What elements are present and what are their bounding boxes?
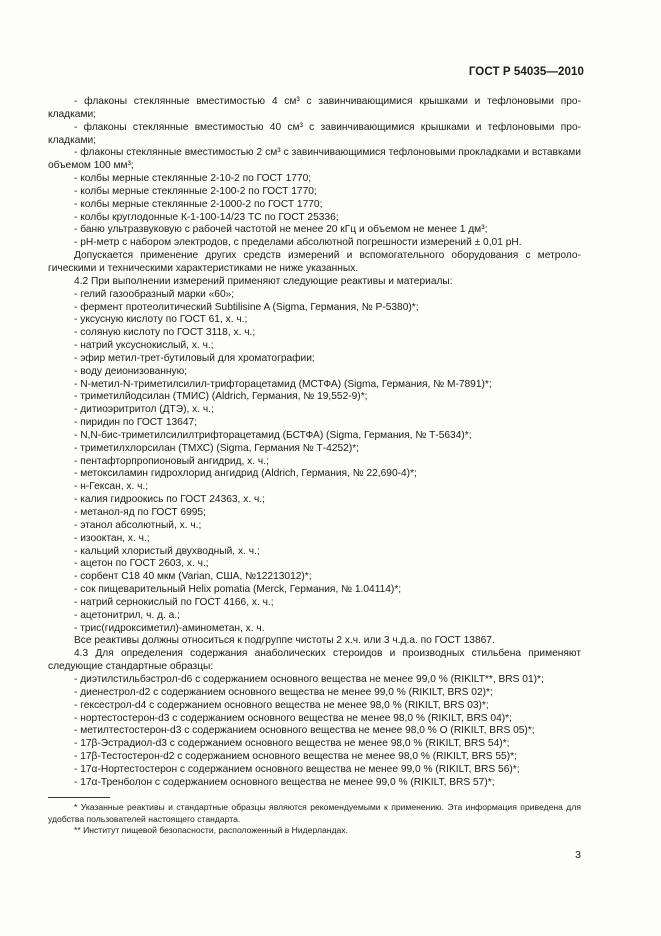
- list-item: - триметилхлорсилан (ТМХС) (Sigma, Германия № Т-4252)*;: [74, 442, 360, 454]
- paragraph: - флаконы стеклянные вместимостью 2 см³ с завинчивающимися тефлоновыми прокладками и вставками объемом 100 мм³;: [48, 147, 581, 172]
- list-item: - колбы мерные стеклянные 2-100-2 по ГОСТ 1770;: [74, 185, 317, 197]
- list-item: - N,N-бис-триметилсилилтрифторацетамид (БСТФА) (Sigma, Германия, № Т-5634)*;: [74, 429, 472, 441]
- list-item: - диенестрол-d2 с содержанием основного вещества не менее 99,0 % (RIKILT, BRS 02)*;: [74, 686, 493, 698]
- list-item: - баню ультразвуковую с рабочей частотой не менее 20 кГц и объемом не менее 1 дм³;: [74, 224, 488, 236]
- footnotes: [48, 802, 581, 837]
- list-item: - pH-метр с набором электродов, с пределами абсолютной погрешности измерений ± 0,01 pH.: [74, 237, 522, 249]
- footnote: ** Институт пищевой безопасности, расположенный в Нидерландах.: [74, 825, 348, 836]
- list-item: - колбы круглодонные К-1-100-14/23 ТС по ГОСТ 25336;: [74, 211, 339, 223]
- document-header: ГОСТ Р 54035—2010: [468, 66, 584, 78]
- list-item: - 17α-Нортестостерон с содержанием основного вещества не менее 99,0 % (RIKILT, BRS 56)*;: [74, 763, 520, 775]
- page-number: 3: [575, 849, 581, 861]
- list-item: - метоксиламин гидрохлорид ангидрид (Aldrich, Германия, № 22,690-4)*;: [74, 468, 417, 480]
- list-item: - н-Гексан, х. ч.;: [74, 481, 149, 493]
- paragraph: - флаконы стеклянные вместимостью 4 см³ с завинчивающимися крышками и тефлоновыми про-кладками;: [48, 96, 581, 120]
- paragraph: Допускается применение других средств измерений и вспомогательного оборудования с метроло-гическими и техническими характеристиками не ниже указанных.: [48, 250, 581, 274]
- list-item: - 17α-Тренболон с содержанием основного вещества не менее 99,0 % (RIKILT, BRS 57)*;: [74, 776, 495, 788]
- list-item: - гелий газообразный марки «60»;: [74, 288, 235, 300]
- list-item: - трис(гидроксиметил)-аминометан, х. ч.: [74, 622, 265, 634]
- list-item: - 17β-Эстрадиол-d3 с содержанием основного вещества не менее 98,0 % (RIKILT, BRS 54)*;: [74, 738, 510, 750]
- list-item: Все реактивы должны относиться к подгруппе чистоты 2 х.ч. или 3 ч.д.а. по ГОСТ 13867.: [74, 635, 495, 647]
- list-item: - метилтестостерон-d3 с содержанием основного вещества не менее 98,0 % О (RIKILT, BRS 05)*;: [74, 725, 535, 737]
- document-body: [48, 96, 581, 790]
- list-item: - изооктан, х. ч.;: [74, 532, 150, 544]
- list-item: - натрий сернокислый по ГОСТ 4166, х. ч.;: [74, 596, 274, 608]
- list-item: - диэтилстильбэстрол-d6 с содержанием основного вещества не менее 99,0 % (RIKILT**, BRS 01)*;: [74, 673, 544, 685]
- paragraph: 4.3 Для определения содержания анаболических стероидов и производных стильбена применяют следующие стандартные образцы:: [48, 648, 581, 673]
- footnote-separator: [48, 797, 110, 798]
- list-item: - соляную кислоту по ГОСТ 3118, х. ч.;: [74, 327, 256, 339]
- list-item: - ацетонитрил, ч. д. а.;: [74, 609, 180, 621]
- list-item: - сок пищеварительный Helix pomatia (Merck, Германия, № 1.04114)*;: [74, 584, 402, 596]
- list-item: - N-метил-N-триметилсилил-трифторацетамид (МСТФА) (Sigma, Германия, № M-7891)*;: [74, 378, 492, 390]
- list-item: - сорбент С18 40 мкм (Varian, США, №12213012)*;: [74, 571, 312, 583]
- list-item: - этанол абсолютный, х. ч.;: [74, 519, 202, 531]
- footnote: * Указанные реактивы и стандартные образцы являются рекомендуемыми к применению. Эта информация приведена для удобства пользователей настоящего стандарта.: [48, 802, 581, 824]
- list-item: - натрий уксуснокислый, х. ч.;: [74, 340, 214, 352]
- list-item: - кальций хлористый двухводный, х. ч.;: [74, 545, 260, 557]
- list-item: - уксусную кислоту по ГОСТ 61, х. ч.;: [74, 314, 248, 326]
- list-item: - воду деионизованную;: [74, 365, 188, 377]
- list-item: - метанол-яд по ГОСТ 6995;: [74, 507, 206, 518]
- list-item: - эфир метил-трет-бутиловый для хроматографии;: [74, 352, 315, 364]
- list-item: - колбы мерные стеклянные 2-1000-2 по ГОСТ 1770;: [74, 198, 323, 210]
- list-item: - колбы мерные стеклянные 2-10-2 по ГОСТ 1770;: [74, 173, 312, 185]
- list-item: - пиридин по ГОСТ 13647;: [74, 417, 197, 429]
- list-item: - гексестрол-d4 с содержанием основного вещества не менее 98,0 % (RIKILT, BRS 03)*;: [74, 699, 489, 711]
- list-item: - ацетон по ГОСТ 2603, х. ч.;: [74, 558, 209, 570]
- paragraph: - флаконы стеклянные вместимостью 40 см³ с завинчивающимися крышками и тефлоновыми про-кладками;: [48, 121, 581, 146]
- list-item: - калия гидроокись по ГОСТ 24363, х. ч.;: [74, 494, 265, 506]
- list-item: 4.2 При выполнении измерений применяют следующие реактивы и материалы:: [74, 275, 453, 287]
- list-item: - дитиоэритритол (ДТЭ), х. ч.;: [74, 404, 214, 416]
- list-item: - 17β-Тестостерон-d2 с содержанием основного вещества не менее 98,0 % (RIKILT, BRS 55)*;: [74, 751, 517, 763]
- list-item: - триметилйодсилан (ТМИС) (Aldrich, Германия, № 19,552-9)*;: [74, 391, 368, 403]
- list-item: - пентафторпропионовый ангидрид, х. ч.;: [74, 455, 269, 467]
- list-item: - нортестостерон-d3 с содержанием основного вещества не менее 98,0 % (RIKILT, BRS 04)*;: [74, 712, 512, 724]
- list-item: - фермент протеолитический Subtilisine A (Sigma, Германия, № Р-5380)*;: [74, 301, 419, 313]
